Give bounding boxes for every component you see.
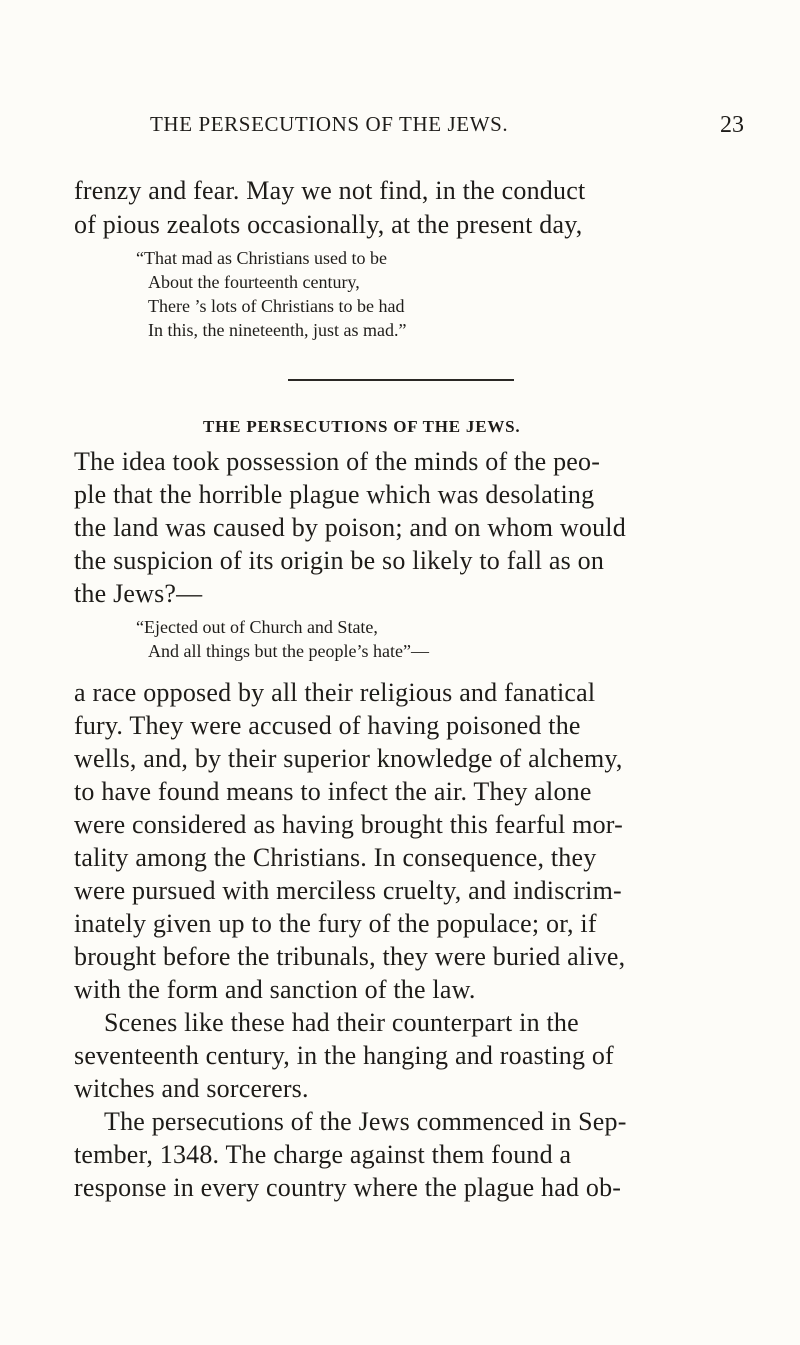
verse-line: “That mad as Christians used to be — [136, 248, 387, 268]
paragraph-line: The idea took possession of the minds of the peo- — [74, 447, 601, 476]
paragraph-line: The persecutions of the Jews commenced in Sep- — [104, 1107, 627, 1136]
paragraph-line: of pious zealots occasionally, at the present day, — [74, 210, 583, 239]
paragraph-line: the Jews?— — [74, 579, 203, 608]
paragraph-line: with the form and sanction of the law. — [74, 975, 476, 1004]
running-head-title: THE PERSECUTIONS OF THE JEWS. — [150, 112, 509, 136]
paragraph-line: the suspicion of its origin be so likely to fall as on — [74, 546, 605, 575]
paragraph-line: frenzy and fear. May we not find, in the conduct — [74, 176, 586, 205]
paragraph-line: inately given up to the fury of the populace; or, if — [74, 909, 597, 938]
paragraph-line: were considered as having brought this fearful mor- — [74, 810, 624, 839]
verse-line: In this, the nineteenth, just as mad.” — [148, 320, 407, 340]
verse-line: There ’s lots of Christians to be had — [148, 296, 405, 316]
verse-line: About the fourteenth century, — [148, 272, 360, 292]
paragraph-line: were pursued with merciless cruelty, and indiscrim- — [74, 876, 622, 905]
paragraph-line: tality among the Christians. In consequence, they — [74, 843, 597, 872]
paragraph-line: seventeenth century, in the hanging and roasting of — [74, 1041, 614, 1070]
running-head — [150, 112, 800, 152]
paragraph-line: a race opposed by all their religious and fanatical — [74, 678, 596, 707]
section-divider — [288, 379, 514, 381]
paragraph-line: to have found means to infect the air. They alone — [74, 777, 592, 806]
verse-line: And all things but the people’s hate”— — [148, 641, 429, 661]
paragraph-line: wells, and, by their superior knowledge of alchemy, — [74, 744, 623, 773]
paragraph-line: ple that the horrible plague which was desolating — [74, 480, 595, 509]
paragraph-line: response in every country where the plague had ob- — [74, 1173, 622, 1202]
page-number: 23 — [720, 112, 744, 138]
paragraph-line: tember, 1348. The charge against them found a — [74, 1140, 572, 1169]
paragraph-line: Scenes like these had their counterpart in the — [104, 1008, 579, 1037]
paragraph-line: witches and sorcerers. — [74, 1074, 309, 1103]
section-heading: THE PERSECUTIONS OF THE JEWS. — [203, 417, 521, 436]
verse-line: “Ejected out of Church and State, — [136, 617, 378, 637]
paragraph-line: the land was caused by poison; and on whom would — [74, 513, 626, 542]
paragraph-line: fury. They were accused of having poisoned the — [74, 711, 581, 740]
paragraph-line: brought before the tribunals, they were buried alive, — [74, 942, 626, 971]
